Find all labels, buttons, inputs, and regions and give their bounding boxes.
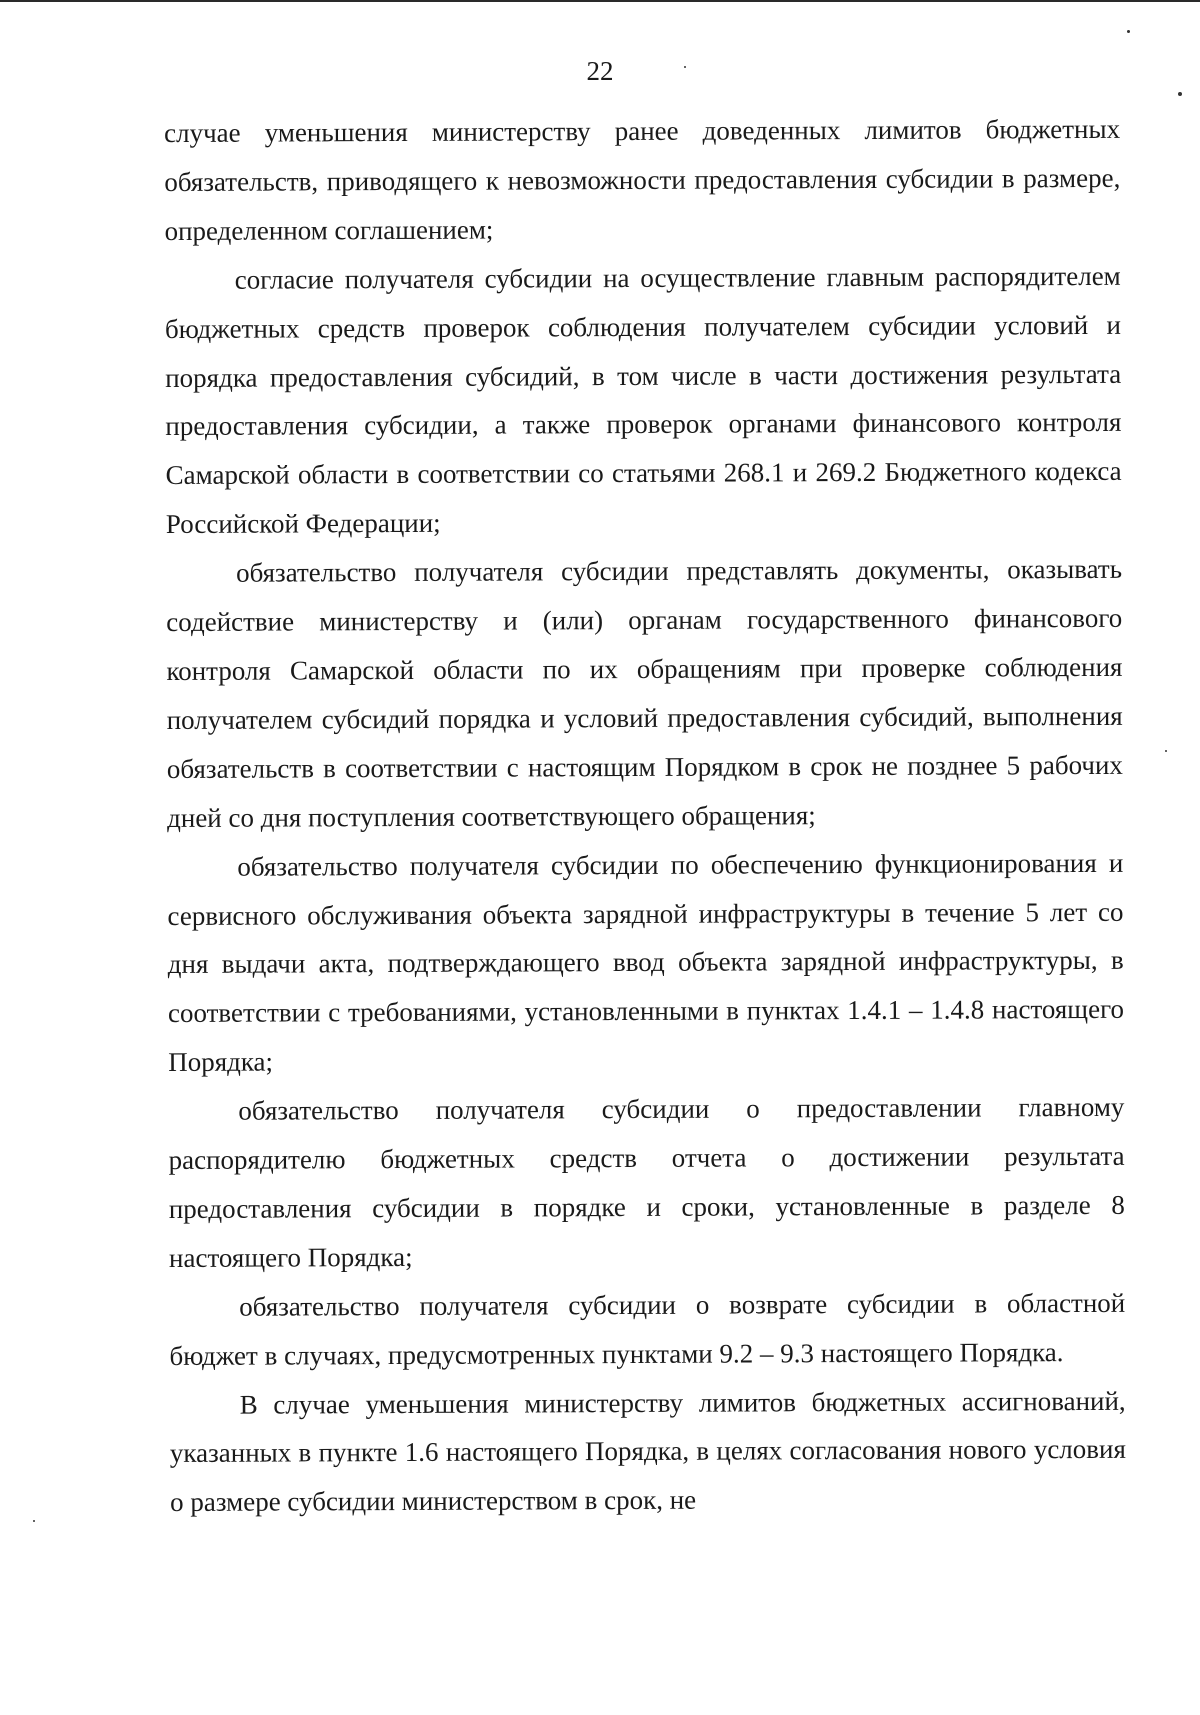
paragraph-obligation-service: обязательство получателя субсидии по обеспечению функционирования и сервисного обслуживания объекта зарядной инфраструктуры в течение 5 лет со дня выдачи акта, подтверждающего ввод объекта зарядной инфраструктуры, в соответствии с требованиями, установленными в пунктах 1.4.1 – 1.4.8 настоящего Порядка; — [167, 847, 1125, 1078]
scan-speck — [1165, 750, 1167, 752]
paragraph-obligation-documents: обязательство получателя субсидии представлять документы, оказывать содействие министерству и (или) органам государственного финансового контроля Самарской области по их обращениям при проверке соблюдения получателем субсидий порядка и условий предоставления субсидий, выполнения обязательств в соответствии с настоящим Порядком в срок не позднее 5 рабочих дней со дня поступления соответствующего обращения; — [166, 553, 1123, 833]
scan-speck — [1178, 92, 1182, 96]
paragraph-continuation: случае уменьшения министерству ранее доведенных лимитов бюджетных обязательств, приводящего к невозможности предоставления субсидии в размере, определенном соглашением; — [164, 113, 1121, 246]
scan-speck — [33, 1520, 35, 1522]
document-body — [164, 105, 1126, 1527]
paragraph-obligation-report: обязательство получателя субсидии о предоставлении главному распорядителю бюджетных средств отчета о достижении результата предоставления субсидии в порядке и сроки, установленные в разделе 8 настоящего Порядка; — [168, 1091, 1125, 1273]
paragraph-obligation-return: обязательство получателя субсидии о возврате субсидии в областной бюджет в случаях, предусмотренных пунктами 9.2 – 9.3 настоящего Порядка. — [169, 1287, 1126, 1371]
scan-speck — [1127, 30, 1130, 33]
scan-speck — [684, 66, 686, 68]
page-number: 22 — [586, 56, 614, 86]
paragraph-consent-to-checks: согласие получателя субсидии на осуществление главным распорядителем бюджетных средств проверок соблюдения получателем субсидии условий и порядка предоставления субсидий, в том числе в части достижения результата предоставления субсидии, а также проверок органами финансового контроля Самарской области в соответствии со статьями 268.1 и 269.2 Бюджетного кодекса Российской Федерации; — [164, 260, 1122, 540]
paragraph-limits-reduction: В случае уменьшения министерству лимитов бюджетных ассигнований, указанных в пункте 1.6 настоящего Порядка, в целях согласования нового условия о размере субсидии министерством в срок, не — [169, 1385, 1126, 1518]
top-border-line — [0, 0, 1200, 2]
